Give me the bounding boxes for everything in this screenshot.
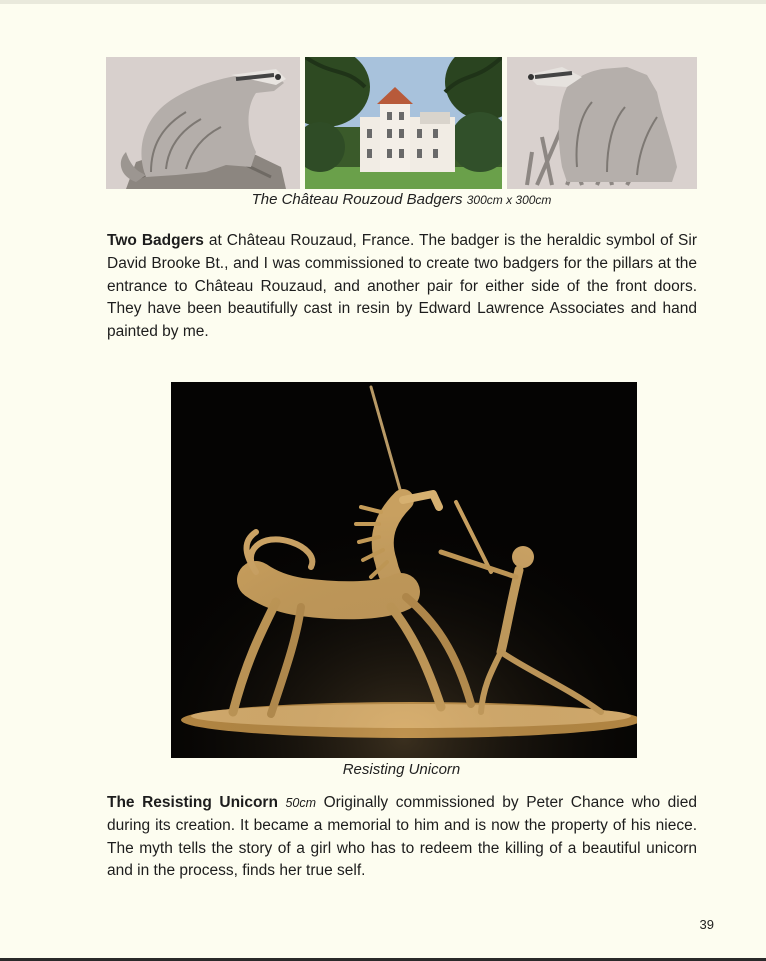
unicorn-paragraph-lead: The Resisting Unicorn (107, 794, 278, 811)
chateau-photo (305, 57, 502, 189)
photo-row (106, 57, 697, 189)
badgers-caption-title: The Château Rouzoud Badgers (251, 191, 463, 208)
unicorn-caption: Resisting Unicorn (342, 761, 461, 778)
resisting-unicorn-photo (171, 382, 637, 758)
badger-relief-left-photo (106, 57, 300, 189)
badgers-caption (106, 191, 697, 208)
badgers-caption-size: 300cm x 300cm (466, 193, 552, 207)
unicorn-paragraph-size: 50cm (285, 796, 317, 810)
unicorn-paragraph-text: Originally commissioned by Peter Chance who died during its creation. It became a memorial to him and is now the property of his niece. The myth tells the story of a girl who has to redeem the killing of a beautiful unicorn and in the process, finds her true self. (107, 794, 697, 880)
badgers-paragraph-text: at Château Rouzaud, France. The badger is the heraldic symbol of Sir David Brooke Bt., and I was commissioned to create two badgers for the pillars at the entrance to Château Rouzaud, and another pair for either side of the front doors. They have been beautifully cast in resin by Edward Lawrence Associates and hand painted by me. (107, 232, 697, 341)
badgers-paragraph-lead: Two Badgers (107, 232, 204, 249)
page-number: 39 (699, 917, 714, 932)
page-top-shade (0, 0, 766, 4)
unicorn-paragraph (107, 792, 697, 883)
badgers-paragraph (107, 230, 697, 344)
badger-relief-right-photo (507, 57, 697, 189)
